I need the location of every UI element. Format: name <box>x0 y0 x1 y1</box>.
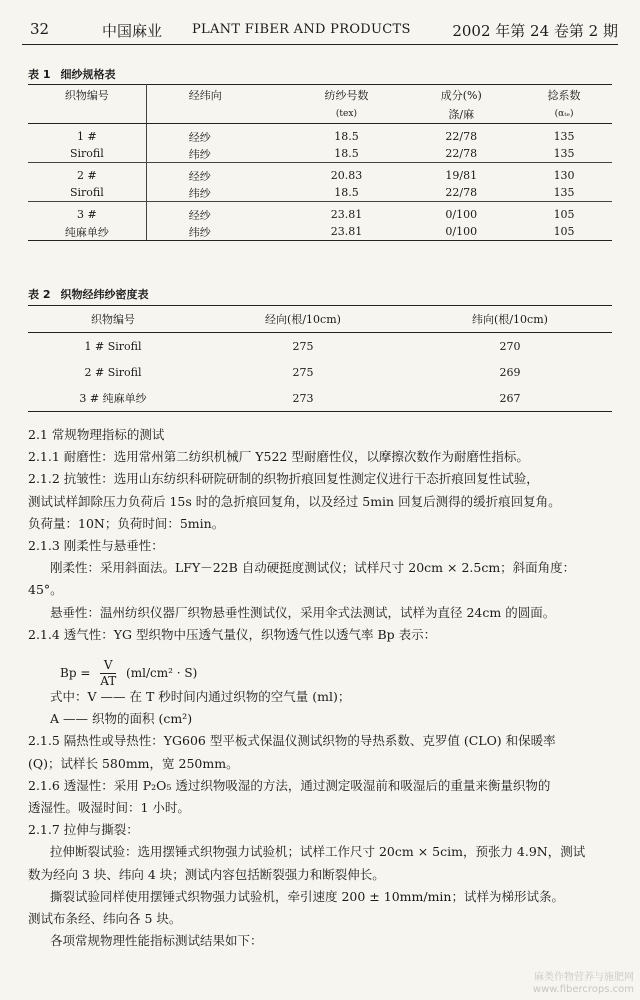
formula-lhs: Bp = <box>60 666 91 680</box>
twist-cell: 130 <box>553 169 575 182</box>
section-heading: 2.1 常规物理指标的测试 <box>28 427 165 442</box>
paragraph-line: 悬垂性：温州纺织仪器厂织物悬垂性测试仪，采用伞式法测试，试样为直径 24cm 的圆面。 <box>50 604 556 620</box>
composition-cell: 0/100 <box>445 208 478 221</box>
paragraph-line: 2.1.4 透气性：YG 型织物中压透气量仪，织物透气性以透气率 Bp 表示： <box>28 626 437 642</box>
paragraph-line: 2.1.1 耐磨性：选用常州第二纺织机械厂 Y522 型耐磨性仪，以摩擦次数作为耐磨性指标。 <box>28 449 529 465</box>
col-twist: 捻系数 <box>516 85 612 106</box>
paragraph-line: 刚柔性：采用斜面法。LFY－22B 自动硬挺度测试仪；试样尺寸 20cm × 2.5cm；斜面角度： <box>50 560 576 576</box>
count-cell: 18.5 <box>287 184 407 202</box>
warp-cell: 275 <box>292 339 314 353</box>
table1-caption <box>28 66 115 82</box>
density-table <box>28 305 612 412</box>
fabric-cell: 1 # Sirofil <box>84 339 142 353</box>
formula-denominator: AT <box>100 674 117 688</box>
subsection-heading: 2.1.3 刚柔性与悬垂性： <box>28 538 164 554</box>
twist-cell: 105 <box>553 208 575 221</box>
col-weft-density: 纬向(根/10cm) <box>408 306 612 333</box>
col-composition: 成分(%) <box>406 85 516 106</box>
paragraph-line: 2.1.2 抗皱性：选用山东纺织科研院研制的织物折痕回复性测定仪进行干态折痕回复性试验， <box>28 471 539 487</box>
twist-cell: 105 <box>516 223 612 241</box>
weft-cell: 270 <box>499 339 521 353</box>
watermark-url: www.fibercrops.com <box>532 984 634 995</box>
formula-fraction <box>100 658 116 689</box>
warp-cell: 275 <box>292 365 314 379</box>
col-yarn-count: 纺纱号数 <box>287 85 407 106</box>
fabric-id: 2 # <box>28 163 146 185</box>
fabric-name: Sirofil <box>28 145 146 163</box>
count-cell: 23.81 <box>330 208 363 221</box>
issue-info: 2002 年第 24 卷第 2 期 <box>452 22 618 40</box>
subhead-empty <box>146 105 286 124</box>
subhead-ratio: 涤/麻 <box>406 105 516 124</box>
watermark-cn: 麻类作物营养与施肥网 <box>534 972 634 983</box>
col-direction: 经纬向 <box>146 85 286 106</box>
count-cell: 18.5 <box>334 130 359 143</box>
composition-cell: 19/81 <box>445 169 478 182</box>
fabric-id: 1 # <box>28 124 146 146</box>
composition-cell: 22/78 <box>406 145 516 163</box>
permeability-formula <box>60 658 197 689</box>
formula-numerator: V <box>100 658 116 674</box>
direction-cell: 纬纱 <box>146 223 286 241</box>
weft-cell: 267 <box>408 385 612 412</box>
journal-title-en: PLANT FIBER AND PRODUCTS <box>192 22 411 37</box>
fabric-cell: 2 # Sirofil <box>84 365 142 379</box>
subhead-twist-unit: (αₜₑ) <box>516 105 612 124</box>
paragraph-line: 撕裂试验同样使用摆锤式织物强力试验机，牵引速度 200 ± 10mm/min；试样为梯形试条。 <box>50 888 564 904</box>
paragraph-line: 透湿性。吸湿时间：1 小时。 <box>28 800 190 816</box>
composition-cell: 22/78 <box>445 130 478 143</box>
paragraph-line: 式中：V —— 在 T 秒时间内通过织物的空气量 (ml)； <box>50 689 351 705</box>
weft-cell: 269 <box>499 365 521 379</box>
header-rule <box>22 44 618 45</box>
col-fabric-id: 织物编号 <box>28 85 146 106</box>
composition-cell: 22/78 <box>406 184 516 202</box>
col-fabric-id: 织物编号 <box>28 306 198 333</box>
running-header <box>22 16 618 46</box>
table2-title: 织物经纬纱密度表 <box>60 288 149 301</box>
paragraph-line: 数为经向 3 块、纬向 4 块；测试内容包括断裂强力和断裂伸长。 <box>28 866 385 882</box>
page-number: 32 <box>30 20 50 38</box>
count-cell: 23.81 <box>287 223 407 241</box>
direction-cell: 纬纱 <box>146 184 286 202</box>
table1-number: 表 1 <box>28 68 51 81</box>
table2-number: 表 2 <box>28 288 51 301</box>
count-cell: 18.5 <box>287 145 407 163</box>
paragraph-line: 2.1.5 隔热性或导热性：YG606 型平板式保温仪测试织物的导热系数、克罗值 (CLO) 和保暖率 <box>28 733 556 749</box>
paragraph-line: A —— 织物的面积 (cm²) <box>50 711 193 727</box>
paragraph-line: 负荷量：10N；负荷时间：5min。 <box>28 515 225 531</box>
composition-cell: 0/100 <box>406 223 516 241</box>
twist-cell: 135 <box>553 130 575 143</box>
paragraph-line: 测试试样卸除压力负荷后 15s 时的急折痕回复角，以及经过 5min 回复后测得的缓折痕回复角。 <box>28 493 561 509</box>
table1-title: 细纱规格表 <box>60 68 116 81</box>
fabric-id: 3 # <box>28 202 146 224</box>
subhead-tex: (tex) <box>287 105 407 124</box>
subhead-empty <box>28 105 146 124</box>
fabric-name: Sirofil <box>28 184 146 202</box>
direction-cell: 经纱 <box>188 130 211 144</box>
col-warp-density: 经向(根/10cm) <box>198 306 408 333</box>
direction-cell: 经纱 <box>188 208 211 222</box>
subsection-heading: 2.1.7 拉伸与撕裂： <box>28 822 139 838</box>
count-cell: 20.83 <box>330 169 363 182</box>
direction-cell: 经纱 <box>188 169 211 183</box>
fabric-name: 纯麻单纱 <box>28 223 146 241</box>
fabric-cell: 3 # 纯麻单纱 <box>28 385 198 412</box>
formula-unit: (ml/cm² · S) <box>126 666 198 680</box>
twist-cell: 135 <box>516 145 612 163</box>
paragraph-line: 拉伸断裂试验：选用摆锤式织物强力试验机；试样工作尺寸 20cm × 5cim，预张力 4.9N，测试 <box>50 844 586 860</box>
twist-cell: 135 <box>516 184 612 202</box>
paragraph-line: (Q)；试样长 580mm，宽 250mm。 <box>28 755 239 771</box>
table2-caption <box>28 286 148 302</box>
direction-cell: 纬纱 <box>146 145 286 163</box>
warp-cell: 273 <box>198 385 408 412</box>
yarn-spec-table <box>28 84 612 241</box>
paragraph-line: 45°。 <box>28 582 63 598</box>
watermark <box>533 972 634 996</box>
paragraph-line: 各项常规物理性能指标测试结果如下： <box>50 933 263 949</box>
journal-title-cn: 中国麻业 <box>102 22 163 40</box>
paragraph-line: 2.1.6 透湿性：采用 P₂O₅ 透过织物吸湿的方法，通过测定吸湿前和吸湿后的重量来衡量织物的 <box>28 777 551 793</box>
paragraph-line: 测试布条经、纬向各 5 块。 <box>28 911 182 927</box>
